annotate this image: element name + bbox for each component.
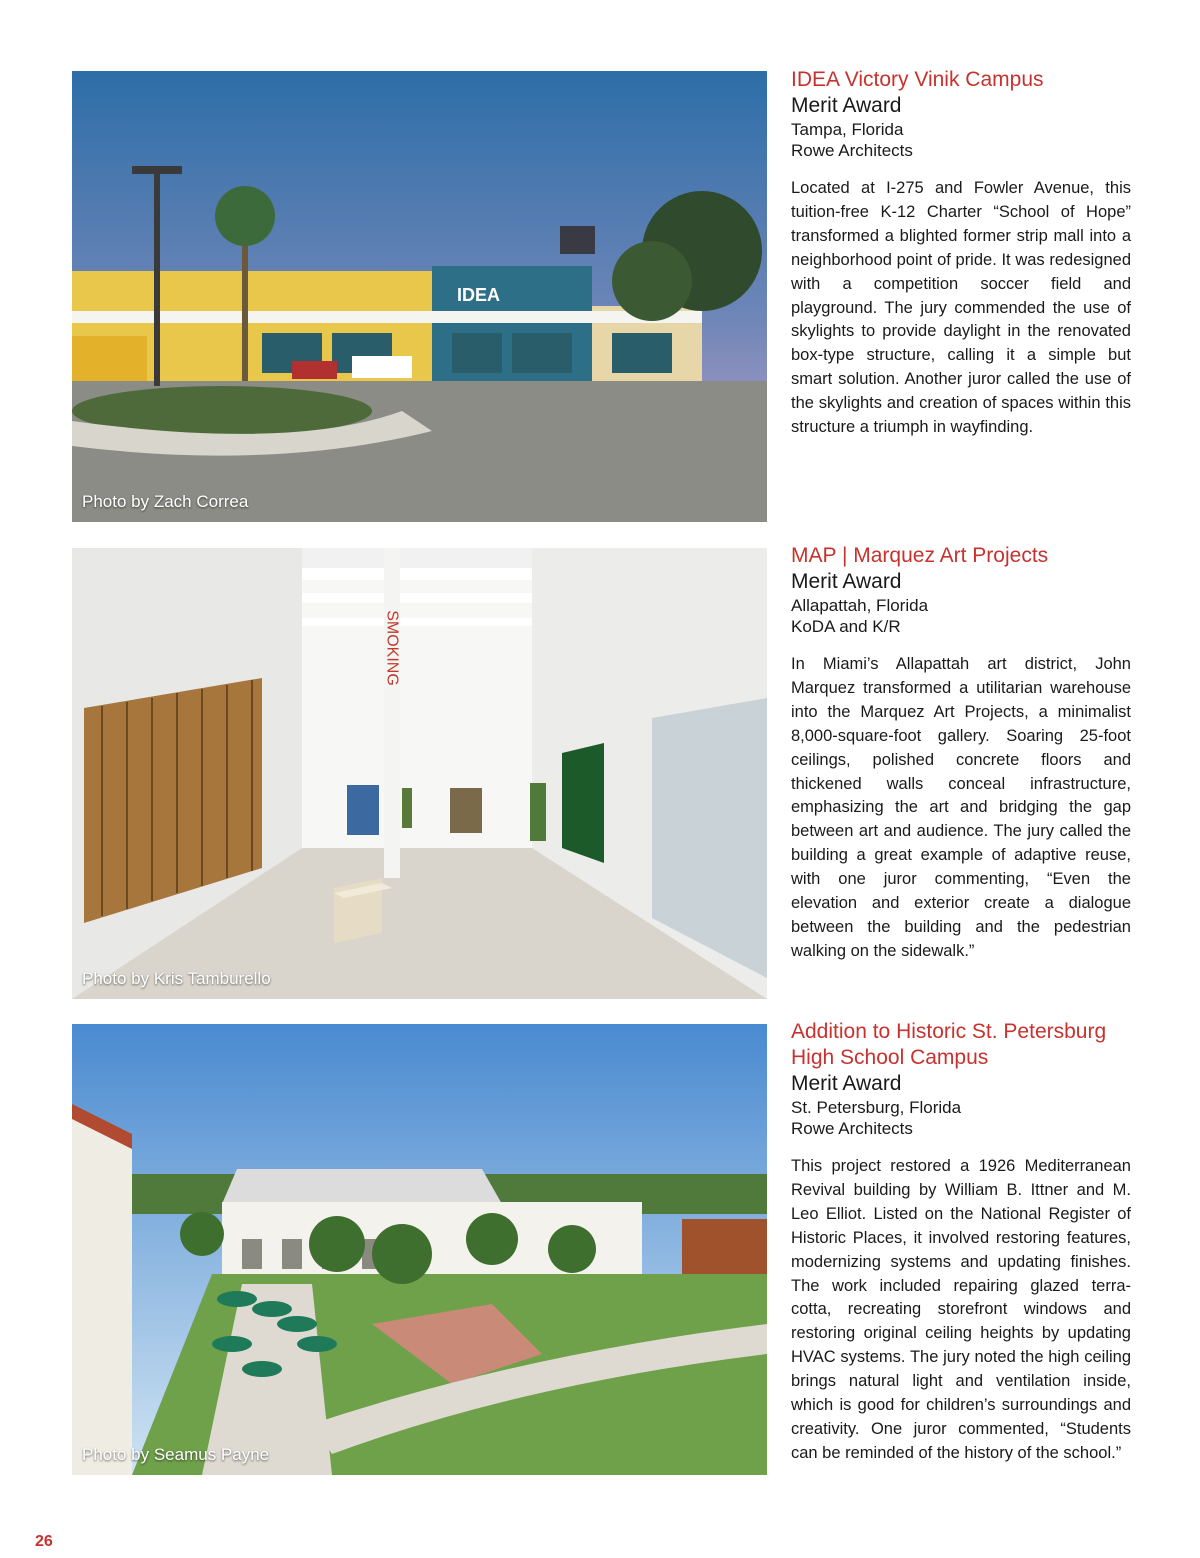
project-description: This project restored a 1926 Mediterranean Revival building by William B. Ittner and M. Leo Elliot. Listed on the National Register of Historic Places, it involved restoring features, modernizing systems and updating finishes. The work included repairing glazed terra-cotta, recreating storefront windows and restoring original ceiling heights by updating HVAC systems. The jury noted the high ceiling brings natural light and ventilation inside, which is good for children’s surroundings and creativity. One juror commented, “Students can be reminded of the history of the school.” [791, 1157, 1131, 1462]
photo-st-petersburg-campus [72, 1024, 767, 1475]
project-location: St. Petersburg, Florida [791, 1098, 962, 1117]
entry-text [791, 543, 1131, 964]
project-description: Located at I-275 and Fowler Avenue, this tuition-free K-12 Charter “School of Hope” transformed a blighted former strip mall into a neighborhood point of pride. It was redesigned with a competition soccer field and playground. The jury commended the use of skylights to provide daylight in the renovated box-type structure, calling it a simple but smart solution. Another juror called the use of the skylights and creation of spaces within this structure a triumph in wayfinding. [791, 179, 1131, 437]
photo-idea-campus [72, 71, 767, 522]
photo-credit: Photo by Seamus Payne [82, 1445, 270, 1464]
marquez-gallery-image [72, 548, 767, 999]
idea-campus-image [72, 71, 767, 522]
project-firm: Rowe Architects [791, 1119, 913, 1138]
award-label: Merit Award [791, 94, 902, 117]
project-title: Addition to Historic St. Petersburg High School Campus [791, 1020, 1107, 1069]
smoking-sign-text: SMOKING [383, 610, 401, 686]
project-location: Allapattah, Florida [791, 596, 929, 615]
project-title: MAP | Marquez Art Projects [791, 544, 1049, 567]
project-firm: Rowe Architects [791, 141, 913, 160]
photo-credit: Photo by Zach Correa [82, 492, 249, 511]
award-label: Merit Award [791, 1072, 902, 1095]
award-label: Merit Award [791, 570, 902, 593]
photo-marquez-gallery [72, 548, 767, 999]
project-title: IDEA Victory Vinik Campus [791, 68, 1044, 91]
page-number: 26 [35, 1533, 53, 1550]
idea-sign-text: IDEA [457, 285, 501, 305]
project-location: Tampa, Florida [791, 120, 904, 139]
entry-text [791, 67, 1131, 440]
project-description: In Miami’s Allapattah art district, John Marquez transformed a utilitarian warehouse into the Marquez Art Projects, a minimalist 8,000-square-foot gallery. Soaring 25-foot ceilings, polished concrete floors and thickened walls conceal infrastructure, emphasizing the art and bridging the gap between art and audience. The jury called the building a great example of adaptive reuse, with one juror commenting, “Even the elevation and exterior create a dialogue between the building and the pedestrian walking on the sidewalk.” [791, 655, 1131, 960]
project-firm: KoDA and K/R [791, 617, 901, 636]
st-petersburg-campus-image [72, 1024, 767, 1475]
entry-text [791, 1019, 1131, 1466]
photo-credit: Photo by Kris Tamburello [82, 969, 271, 988]
